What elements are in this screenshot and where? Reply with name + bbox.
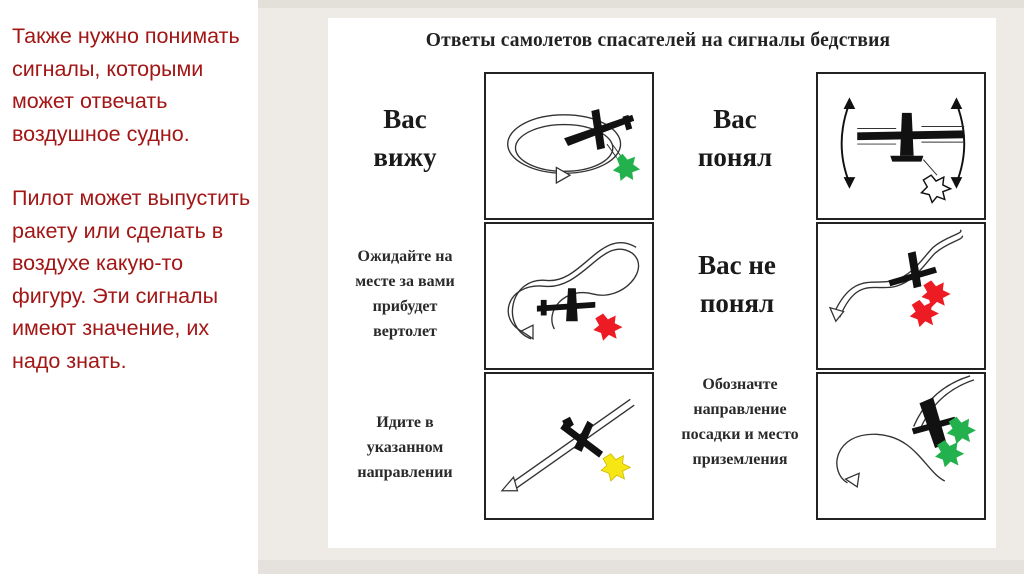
label-mark-landing <box>660 372 820 472</box>
label-line: указанном <box>366 439 444 456</box>
label-line: направление <box>693 401 787 418</box>
label-line: месте за вами <box>355 273 455 290</box>
label-line: Вас <box>713 104 757 134</box>
label-line: вижу <box>373 142 437 172</box>
white-flare-icon <box>921 175 950 202</box>
green-flare-icon <box>947 417 976 444</box>
label-line: прибудет <box>372 298 438 315</box>
label-line: вертолет <box>373 323 437 340</box>
label-line: Обозначте <box>702 376 778 393</box>
figure-eight-illustration <box>486 224 652 368</box>
label-line: направлении <box>357 464 453 481</box>
label-line: Вас не <box>698 250 776 280</box>
red-flare-icon <box>921 280 950 307</box>
label-line: Вас <box>383 104 427 134</box>
panel-understood <box>816 72 986 220</box>
red-flare-icon <box>593 314 622 341</box>
label-line: понял <box>697 142 773 172</box>
panel-go-direction <box>484 372 654 520</box>
label-line: посадки и место <box>681 426 799 443</box>
yellow-flare-icon <box>601 454 630 481</box>
panel-wait-helicopter <box>484 222 654 370</box>
panel-not-understood <box>816 222 986 370</box>
panel-mark-landing <box>816 372 986 520</box>
label-line: приземления <box>692 451 788 468</box>
label-understood <box>680 100 790 176</box>
green-flare-icon <box>613 154 640 181</box>
intro-paragraph: Также нужно понимать сигналы, которыми может отвечать воздушное судно. <box>12 24 240 146</box>
label-seen <box>350 100 460 176</box>
top-strip <box>258 0 1024 8</box>
loop-maneuver-illustration <box>486 74 652 218</box>
label-line: Ожидайте на <box>357 248 453 265</box>
zigzag-maneuver-illustration <box>818 224 984 368</box>
green-flare-icon <box>935 440 964 467</box>
explanation-paragraph: Пилот может выпустить ракету или сделать в воздухе какую-то фигуру. Эти сигналы имеют значение, их надо знать. <box>12 186 251 373</box>
left-pane <box>0 0 258 574</box>
wing-rock-illustration <box>818 74 984 218</box>
label-line: Идите в <box>376 414 434 431</box>
landing-direction-illustration <box>818 374 984 518</box>
label-not-understood <box>672 246 802 322</box>
label-wait-helicopter <box>330 244 480 344</box>
label-line: понял <box>699 288 775 318</box>
label-go-direction <box>330 410 480 485</box>
figure-title: Ответы самолетов спасателей на сигналы бедствия <box>425 30 891 51</box>
direction-pass-illustration <box>486 374 652 518</box>
panel-seen <box>484 72 654 220</box>
left-text-block <box>12 20 252 377</box>
bottom-strip <box>258 560 1024 574</box>
